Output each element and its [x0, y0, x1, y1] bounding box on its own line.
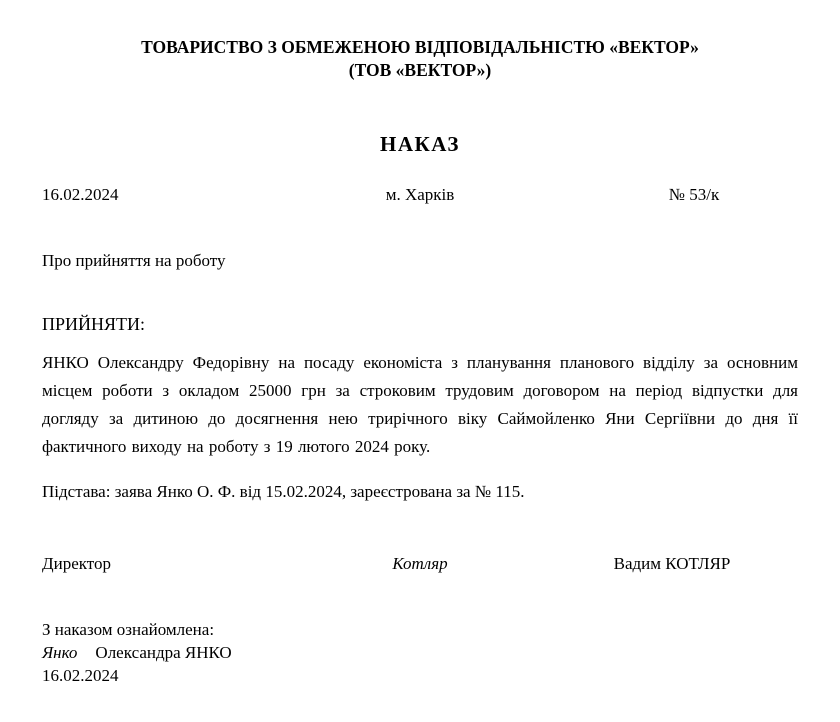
- org-name-short: (ТОВ «ВЕКТОР»): [348, 60, 492, 80]
- employee-handwritten-signature: Янко: [42, 643, 78, 662]
- order-number: № 53/к: [668, 185, 720, 204]
- org-header: [42, 36, 798, 82]
- acknowledgement-date: 16.02.2024: [42, 666, 119, 685]
- director-full-name: Вадим КОТЛЯР: [613, 554, 731, 573]
- director-handwritten-signature: Котляр: [392, 554, 448, 573]
- document-title: НАКАЗ: [380, 132, 460, 156]
- director-position: Директор: [42, 554, 111, 573]
- org-name-full: ТОВАРИСТВО З ОБМЕЖЕНОЮ ВІДПОВІДАЛЬНІСТЮ «ВЕКТОР»: [141, 37, 699, 57]
- order-body-paragraph: ЯНКО Олександру Федорівну на посаду економіста з планування планового відділу за основним місцем роботи з окладом 25000 грн за строковим трудовим договором на період відпустки для догляду за дитиною до досягнення нею трирічного віку Саймойленко Яни Сергіївни до дня її фактичного виходу на роботу з 19 лютого 2024 року.: [42, 353, 798, 456]
- acknowledgement-signature-line: [42, 641, 798, 664]
- resolution-heading: ПРИЙНЯТИ:: [42, 314, 146, 334]
- employee-full-name: Олександра ЯНКО: [95, 643, 232, 662]
- basis-line: Підстава: заява Янко О. Ф. від 15.02.2024, зареєстрована за № 115.: [42, 482, 525, 501]
- order-date: 16.02.2024: [42, 185, 119, 204]
- order-meta-row: [42, 184, 798, 206]
- director-signature-row: [42, 553, 798, 575]
- acknowledgement-label: З наказом ознайомлена:: [42, 620, 215, 639]
- order-city: м. Харків: [385, 185, 455, 204]
- order-subject: Про прийняття на роботу: [42, 251, 226, 270]
- acknowledgement-block: [42, 618, 798, 687]
